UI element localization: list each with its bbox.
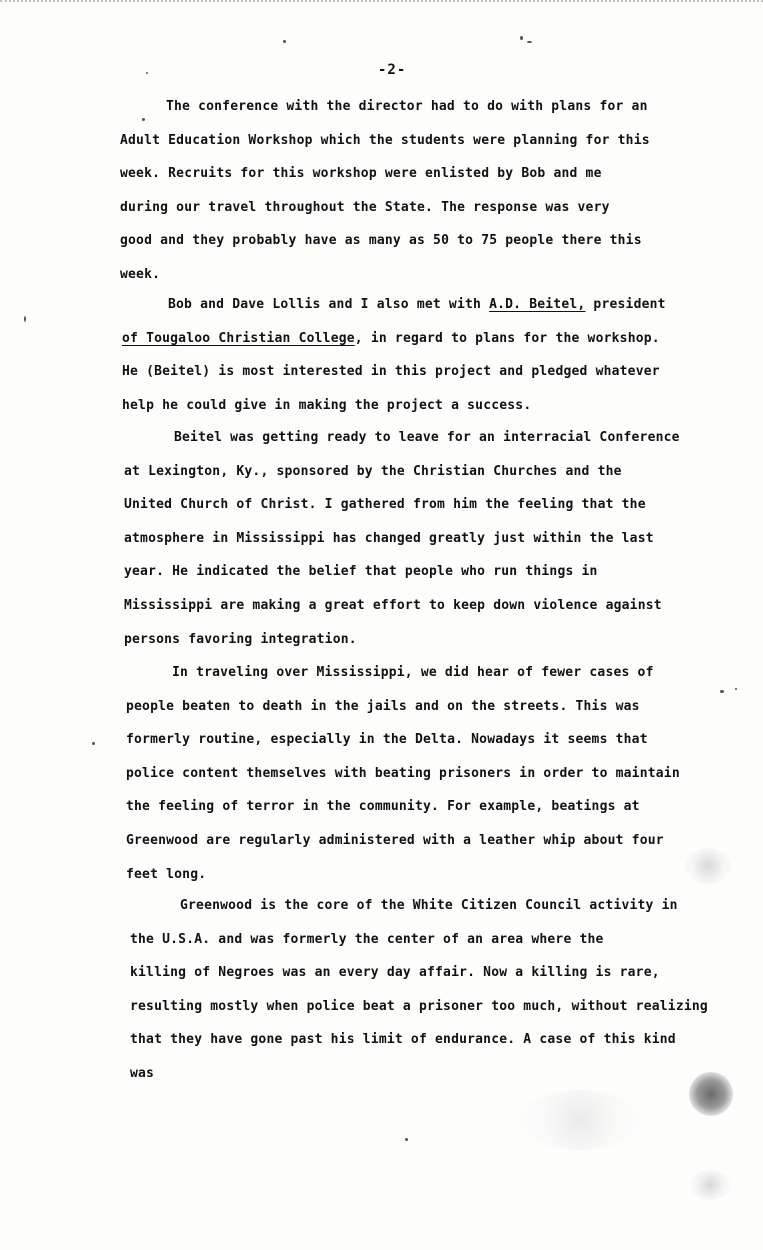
scan-smudge	[685, 848, 731, 884]
paragraph-line: people beaten to death in the jails and on the streets. This was	[126, 698, 640, 714]
paragraph-line: week.	[120, 266, 161, 282]
paragraph-line: The conference with the director had to do with plans for an	[166, 99, 648, 114]
text-segment: president	[585, 297, 666, 312]
paragraph-line: Greenwood is the core of the White Citizen Council activity in	[180, 898, 678, 913]
underlined-text: A.D. Beitel,	[489, 297, 586, 312]
paragraph-2	[122, 288, 666, 422]
paragraph-line: Adult Education Workshop which the students were planning for this	[120, 132, 650, 148]
scan-smudge	[690, 1170, 730, 1200]
paragraph-line: In traveling over Mississippi, we did hear of fewer cases of	[172, 665, 654, 680]
scan-speck	[527, 41, 532, 43]
scan-speck	[146, 72, 148, 74]
paragraph-line: killing of Negroes was an every day affair. Now a killing is rare,	[130, 965, 660, 981]
scan-speck	[283, 40, 286, 43]
scan-speck	[142, 118, 145, 121]
scan-speck	[92, 742, 95, 745]
paragraph-line: week. Recruits for this workshop were enlisted by Bob and me	[120, 166, 602, 182]
paragraph-line: atmosphere in Mississippi has changed greatly just within the last	[124, 530, 654, 546]
paragraph-1	[120, 90, 650, 292]
paragraph-line: police content themselves with beating prisoners in order to maintain	[126, 765, 680, 781]
page-top-edge	[0, 0, 763, 5]
page-number: -2-	[378, 62, 407, 78]
paragraph-line: the feeling of terror in the community. For example, beatings at	[126, 799, 640, 815]
paragraph-line: at Lexington, Ky., sponsored by the Christian Churches and the	[124, 463, 622, 479]
scan-speck	[735, 688, 737, 690]
scan-blot	[689, 1072, 733, 1116]
text-segment: , in regard to plans for the workshop.	[354, 330, 660, 346]
paragraph-line: Mississippi are making a great effort to keep down violence against	[124, 597, 662, 613]
scan-speck	[520, 36, 523, 40]
paragraph-line: during our travel throughout the State. The response was very	[120, 199, 610, 215]
paragraph-line: good and they probably have as many as 50 to 75 people there this	[120, 233, 642, 249]
scan-smudge	[520, 1090, 640, 1150]
paragraph-line: resulting mostly when police beat a prisoner too much, without realizing	[130, 998, 708, 1014]
text-segment: Bob and Dave Lollis and I also met with	[168, 297, 490, 312]
paragraph-line	[122, 288, 666, 322]
paragraph-line: persons favoring integration.	[124, 631, 357, 647]
scan-speck	[720, 690, 724, 693]
paragraph-4	[126, 656, 680, 891]
paragraph-5	[130, 889, 708, 1091]
paragraph-line: Greenwood are regularly administered with a leather whip about four	[126, 832, 664, 848]
paragraph-line: that they have gone past his limit of endurance. A case of this kind	[130, 1032, 676, 1048]
scan-speck	[24, 316, 26, 322]
scan-speck	[405, 1138, 408, 1141]
paragraph-line: the U.S.A. and was formerly the center of an area where the	[130, 931, 604, 947]
paragraph-line: was	[130, 1065, 155, 1081]
underlined-text: of Tougaloo Christian College	[122, 330, 355, 346]
paragraph-line: feet long.	[126, 866, 207, 882]
paragraph-line: He (Beitel) is most interested in this project and pledged whatever	[122, 364, 660, 380]
paragraph-line: United Church of Christ. I gathered from him the feeling that the	[124, 497, 646, 513]
paragraph-line: year. He indicated the belief that people who run things in	[124, 564, 598, 580]
paragraph-line	[122, 322, 666, 356]
paragraph-3	[124, 421, 680, 656]
paragraph-line: help he could give in making the project a success.	[122, 397, 532, 413]
paragraph-line: formerly routine, especially in the Delta. Nowadays it seems that	[126, 732, 648, 748]
paragraph-line: Beitel was getting ready to leave for an interracial Conference	[174, 430, 680, 445]
